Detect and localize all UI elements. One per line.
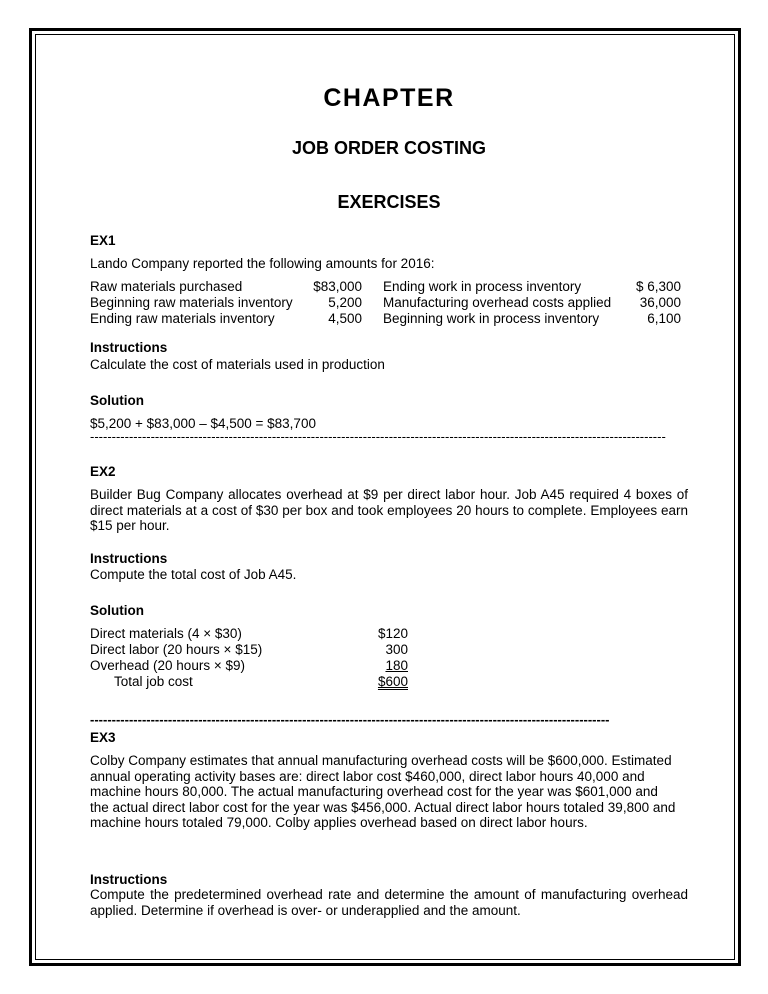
ex1-intro: Lando Company reported the following amounts for 2016: xyxy=(90,256,435,271)
ex1-right-row xyxy=(383,295,681,311)
ex2-row-amount: $120 xyxy=(377,626,408,641)
chapter-title: JOB ORDER COSTING xyxy=(291,138,487,158)
ex1-right-label: Ending work in process inventory xyxy=(383,279,582,294)
ex1-left-label: Beginning raw materials inventory xyxy=(90,295,293,310)
ex1-left-label: Ending raw materials inventory xyxy=(90,311,275,326)
ex3-text: Colby Company estimates that annual manufacturing overhead costs will be $600,000. Estimated annual operating activity bases are: direct labor cost $460,000, direct labor hours 40,000 and machine hours 80,000. The actual manufacturing overhead cost for the year was $601,000 and the actual direct labor cost for the year was $456,000. Actual direct labor hours totaled 39,800 and machine hours totaled 79,000. Colby applies overhead based on direct labor hours. xyxy=(90,753,676,830)
ex2-instructions: Compute the total cost of Job A45. xyxy=(90,567,297,582)
ex1-solution-heading: Solution xyxy=(90,393,144,408)
ex2-total-amount: $600 xyxy=(377,674,408,689)
ex1-right-amount: 36,000 xyxy=(639,295,681,310)
ex1-left-row xyxy=(90,295,362,311)
ex1-left-row xyxy=(90,311,362,327)
ex1-solution: $5,200 + $83,000 – $4,500 = $83,700 xyxy=(90,416,316,431)
table-row xyxy=(90,626,408,642)
ex1-right-label: Manufacturing overhead costs applied xyxy=(383,295,612,310)
ex2-row-label: Direct labor (20 hours × $15) xyxy=(90,642,263,657)
section-heading: EXERCISES xyxy=(337,192,441,212)
ex1-right-row xyxy=(383,279,681,295)
ex3-heading: EX3 xyxy=(90,730,116,745)
ex1-left-amount: 5,200 xyxy=(328,295,362,310)
table-row xyxy=(90,658,408,674)
ex3-instructions-heading: Instructions xyxy=(90,872,168,887)
ex2-solution-heading: Solution xyxy=(90,603,144,618)
ex1-right-amount: 6,100 xyxy=(647,311,681,326)
ex3-instructions: Compute the predetermined overhead rate and determine the amount of manufacturing overhead applied. Determine if overhead is over- or underapplied and the amount. xyxy=(90,887,688,918)
ex2-row-amount: 300 xyxy=(385,642,408,657)
ex2-cost-table xyxy=(90,626,408,692)
chapter-heading: CHAPTER xyxy=(323,84,455,112)
ex2-divider: ------------------------------------------------------------------------------------------------------------------------ xyxy=(90,713,610,727)
ex1-instructions-heading: Instructions xyxy=(90,340,168,355)
table-row xyxy=(90,642,408,658)
ex1-left-amount: $83,000 xyxy=(313,279,362,294)
ex2-instructions-heading: Instructions xyxy=(90,551,168,566)
ex2-row-label: Overhead (20 hours × $9) xyxy=(90,658,245,673)
ex1-left-label: Raw materials purchased xyxy=(90,279,243,294)
ex1-left-amount: 4,500 xyxy=(328,311,362,326)
ex2-total-label: Total job cost xyxy=(114,674,193,689)
ex2-row-amount: 180 xyxy=(385,658,408,673)
ex1-right-row xyxy=(383,311,681,327)
ex2-text: Builder Bug Company allocates overhead at $9 per direct labor hour. Job A45 required 4 boxes of direct materials at a cost of $30 per box and took employees 20 hours to complete. Employees earn $15 per hour. xyxy=(90,487,688,533)
table-row-total xyxy=(90,674,408,692)
ex1-divider: ------------------------------------------------------------------------------------------------------------------------------------- xyxy=(90,430,666,444)
ex1-right-list xyxy=(383,279,681,327)
ex2-row-label: Direct materials (4 × $30) xyxy=(90,626,242,641)
ex1-heading: EX1 xyxy=(90,233,116,248)
ex1-left-list xyxy=(90,279,362,327)
ex1-right-label: Beginning work in process inventory xyxy=(383,311,600,326)
ex2-heading: EX2 xyxy=(90,464,116,479)
ex1-right-amount: $ 6,300 xyxy=(635,279,681,294)
ex1-left-row xyxy=(90,279,362,295)
ex1-instructions: Calculate the cost of materials used in production xyxy=(90,357,385,372)
